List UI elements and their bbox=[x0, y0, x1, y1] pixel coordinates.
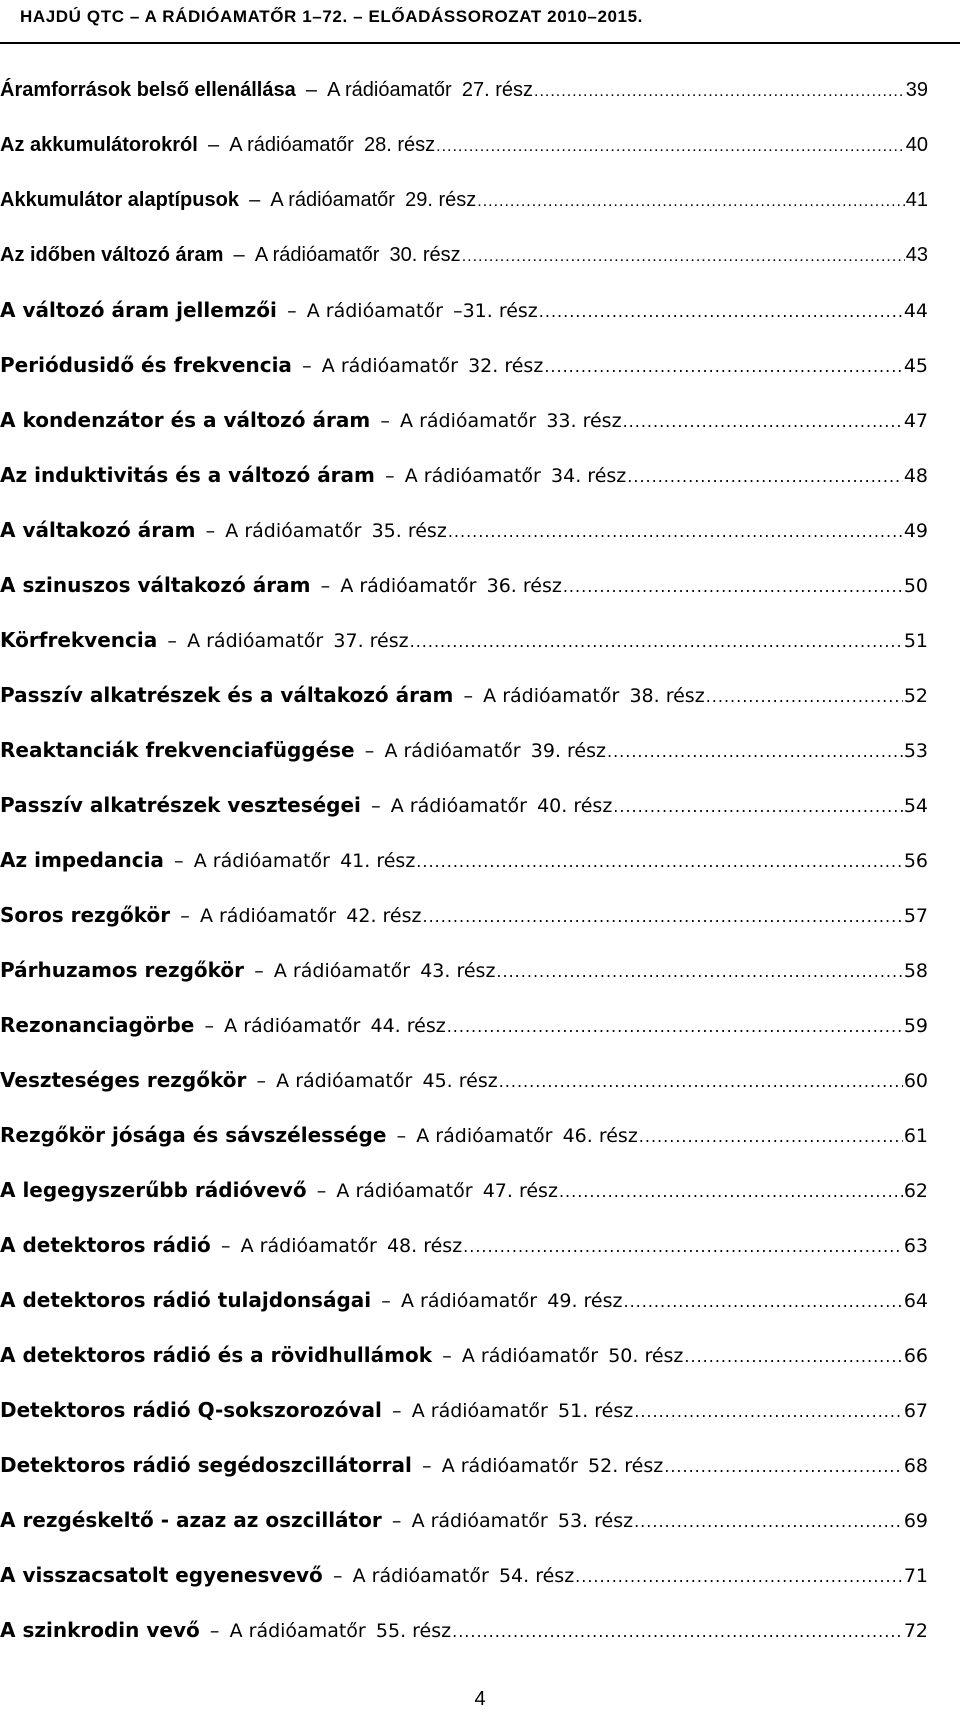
toc-entry-part: 44. rész bbox=[370, 1015, 446, 1037]
toc-entry-part: –31. rész bbox=[453, 300, 538, 322]
toc-entry-part: 32. rész bbox=[468, 355, 544, 377]
toc-entry[interactable] bbox=[0, 737, 928, 792]
toc-entry-dash: – bbox=[463, 685, 473, 707]
toc-dot-leader bbox=[410, 629, 903, 655]
toc-entry-page: 40 bbox=[905, 134, 928, 156]
page-number: 4 bbox=[474, 1688, 486, 1710]
toc-entry-part: 41. rész bbox=[340, 850, 416, 872]
toc-entry-dash: – bbox=[302, 355, 312, 377]
toc-entry-page: 39 bbox=[905, 79, 928, 101]
toc-entry-page: 54 bbox=[903, 795, 928, 817]
toc-entry-title: Veszteséges rezgőkör bbox=[0, 1068, 247, 1092]
toc-entry[interactable] bbox=[0, 957, 928, 1012]
toc-entry-part: 35. rész bbox=[371, 520, 447, 542]
toc-entry-dash: – bbox=[392, 1400, 402, 1422]
toc-entry-series: A rádióamatőr bbox=[229, 1620, 366, 1642]
toc-entry-part: 38. rész bbox=[629, 685, 705, 707]
toc-dot-leader bbox=[463, 1234, 903, 1260]
toc-entry-title: A szinkrodin vevő bbox=[0, 1618, 200, 1642]
toc-entry-dash: – bbox=[256, 1070, 266, 1092]
toc-dot-leader bbox=[634, 1399, 903, 1425]
toc-entry-part: 33. rész bbox=[546, 410, 622, 432]
toc-entry-series: A rádióamatőr bbox=[411, 1510, 548, 1532]
toc-entry[interactable] bbox=[0, 242, 928, 297]
toc-entry-title: A detektoros rádió és a rövidhullámok bbox=[0, 1343, 433, 1367]
toc-entry[interactable] bbox=[0, 132, 928, 187]
toc-entry-page: 66 bbox=[903, 1345, 928, 1367]
toc-entry-part: 43. rész bbox=[420, 960, 496, 982]
toc-entry-part: 53. rész bbox=[557, 1510, 634, 1532]
toc-entry-page: 53 bbox=[903, 740, 928, 762]
toc-entry-dash: – bbox=[391, 1510, 402, 1532]
toc-entry-series: A rádióamatőr bbox=[327, 79, 452, 101]
toc-entry-series: A rádióamatőr bbox=[340, 575, 477, 597]
toc-dot-leader bbox=[559, 1179, 903, 1205]
toc-entry-page: 58 bbox=[903, 960, 928, 982]
toc-entry-title: A kondenzátor és a változó áram bbox=[0, 408, 371, 432]
toc-entry-dash: – bbox=[204, 1015, 214, 1037]
toc-entry-series: A rádióamatőr bbox=[199, 905, 337, 927]
toc-entry-part: 27. rész bbox=[461, 79, 534, 101]
toc-entry-title: Az induktivitás és a változó áram bbox=[0, 463, 375, 487]
toc-entry[interactable] bbox=[0, 1452, 928, 1507]
toc-entry-part: 50. rész bbox=[608, 1345, 684, 1367]
toc-entry-part: 34. rész bbox=[551, 465, 627, 487]
toc-dot-leader bbox=[534, 79, 905, 105]
toc-entry[interactable] bbox=[0, 352, 928, 407]
toc-entry-part: 49. rész bbox=[547, 1290, 623, 1312]
toc-entry-dash: – bbox=[371, 795, 381, 817]
toc-entry-part: 37. rész bbox=[333, 630, 409, 652]
toc-entry-series: A rádióamatőr bbox=[336, 1180, 473, 1202]
toc-entry-page: 59 bbox=[903, 1015, 928, 1037]
toc-entry-dash: – bbox=[320, 575, 331, 597]
toc-entry-series: A rádióamatőr bbox=[321, 355, 458, 377]
toc-dot-leader bbox=[422, 904, 902, 930]
toc-entry-part: 54. rész bbox=[498, 1565, 575, 1587]
toc-entry-page: 47 bbox=[903, 410, 928, 432]
toc-dot-leader bbox=[575, 1564, 903, 1590]
toc-entry-series: A rádióamatőr bbox=[390, 795, 527, 817]
toc-entry-dash: – bbox=[209, 1620, 220, 1642]
toc-dot-leader bbox=[639, 1124, 903, 1150]
toc-entry-title: A rezgéskeltő - azaz az oszcillátor bbox=[0, 1508, 382, 1532]
toc-entry-title: Az akkumulátorokról bbox=[0, 134, 198, 156]
toc-entry-part: 40. rész bbox=[537, 795, 613, 817]
toc-entry-title: Az impedancia bbox=[0, 848, 164, 872]
toc-entry-dash: – bbox=[380, 410, 390, 432]
toc-entry[interactable] bbox=[0, 1122, 928, 1177]
toc-entry-title: Áramforrások belső ellenállása bbox=[0, 79, 296, 101]
toc-entry-dash: – bbox=[254, 960, 264, 982]
toc-entry-dash: – bbox=[316, 1180, 327, 1202]
toc-entry-series: A rádióamatőr bbox=[384, 740, 521, 762]
toc-entry-dash: – bbox=[287, 300, 297, 322]
toc-entry[interactable] bbox=[0, 77, 928, 132]
toc-entry-page: 49 bbox=[903, 520, 928, 542]
toc-entry-part: 42. rész bbox=[346, 905, 422, 927]
toc-entry[interactable] bbox=[0, 297, 928, 352]
toc-entry-title: A szinuszos váltakozó áram bbox=[0, 573, 311, 597]
toc-entry-dash: – bbox=[396, 1125, 407, 1147]
toc-entry-series: A rádióamatőr bbox=[187, 630, 324, 652]
toc-entry-series: A rádióamatőr bbox=[441, 1455, 578, 1477]
toc-entry-page: 50 bbox=[903, 575, 928, 597]
toc-entry-series: A rádióamatőr bbox=[240, 1235, 377, 1257]
toc-entry-dash: – bbox=[305, 79, 317, 101]
toc-entry-title: Akkumulátor alaptípusok bbox=[0, 189, 239, 211]
toc-dot-leader bbox=[624, 1289, 903, 1315]
toc-entry-series: A rádióamatőr bbox=[416, 1125, 553, 1147]
toc-entry-page: 48 bbox=[903, 465, 928, 487]
toc-entry-dash: – bbox=[233, 244, 245, 266]
toc-entry[interactable] bbox=[0, 1232, 928, 1287]
toc-entry-part: 28. rész bbox=[363, 134, 436, 156]
toc-entry-series: A rádióamatőr bbox=[225, 520, 362, 542]
header-rule bbox=[0, 42, 960, 44]
toc-entry-dash: – bbox=[249, 189, 261, 211]
toc-entry[interactable] bbox=[0, 1617, 928, 1672]
toc-entry[interactable] bbox=[0, 792, 928, 847]
toc-entry-page: 57 bbox=[903, 905, 928, 927]
toc-entry-series: A rádióamatőr bbox=[193, 850, 330, 872]
toc-entry-page: 56 bbox=[903, 850, 928, 872]
toc-entry[interactable] bbox=[0, 1067, 928, 1122]
toc-dot-leader bbox=[452, 1619, 903, 1645]
toc-entry-title: Reaktanciák frekvenciafüggése bbox=[0, 738, 355, 762]
toc-dot-leader bbox=[664, 1454, 903, 1480]
toc-dot-leader bbox=[563, 574, 903, 600]
toc-entry-page: 51 bbox=[903, 630, 928, 652]
toc-entry-page: 71 bbox=[903, 1565, 928, 1587]
toc-entry-series: A rádióamatőr bbox=[270, 189, 395, 211]
toc-dot-leader bbox=[706, 684, 903, 710]
toc-entry-series: A rádióamatőr bbox=[273, 960, 411, 982]
toc-entry-part: 30. rész bbox=[389, 244, 461, 266]
toc-entry-page: 68 bbox=[903, 1455, 928, 1477]
toc-entry[interactable] bbox=[0, 1342, 928, 1397]
toc-entry-page: 41 bbox=[905, 189, 928, 211]
toc-entry-series: A rádióamatőr bbox=[254, 244, 380, 266]
toc-entry-page: 64 bbox=[903, 1290, 928, 1312]
toc-entry[interactable] bbox=[0, 1562, 928, 1617]
toc-entry-dash: – bbox=[167, 630, 177, 652]
toc-entry-title: A változó áram jellemzői bbox=[0, 298, 277, 322]
toc-entry-series: A rádióamatőr bbox=[224, 1015, 361, 1037]
toc-dot-leader bbox=[613, 794, 903, 820]
toc-entry[interactable] bbox=[0, 1507, 928, 1562]
toc-dot-leader bbox=[684, 1344, 902, 1370]
toc-entry-part: 52. rész bbox=[588, 1455, 664, 1477]
toc-entry-title: A visszacsatolt egyenesvevő bbox=[0, 1563, 323, 1587]
toc-entry-series: A rádióamatőr bbox=[276, 1070, 413, 1092]
toc-dot-leader bbox=[634, 1509, 903, 1535]
toc-entry-title: A váltakozó áram bbox=[0, 518, 196, 542]
toc-entry-dash: – bbox=[180, 905, 190, 927]
toc-entry-title: Az időben változó áram bbox=[0, 244, 224, 266]
toc-dot-leader bbox=[477, 189, 905, 215]
toc-entry-title: A detektoros rádió bbox=[0, 1233, 211, 1257]
toc-dot-leader bbox=[539, 299, 903, 325]
toc-entry-part: 46. rész bbox=[562, 1125, 638, 1147]
toc-entry[interactable] bbox=[0, 572, 928, 627]
toc-entry-title: Rezonanciagörbe bbox=[0, 1013, 195, 1037]
toc-entry-page: 69 bbox=[903, 1510, 928, 1532]
toc-entry-title: A legegyszerűbb rádióvevő bbox=[0, 1178, 307, 1202]
toc-entry-series: A rádióamatőr bbox=[229, 134, 354, 156]
toc-entry-page: 62 bbox=[903, 1180, 928, 1202]
toc-entry-series: A rádióamatőr bbox=[352, 1565, 489, 1587]
toc-entry-dash: – bbox=[442, 1345, 452, 1367]
toc-entry-dash: – bbox=[385, 465, 395, 487]
toc-entry[interactable] bbox=[0, 1397, 928, 1452]
toc-entry-title: Periódusidő és frekvencia bbox=[0, 353, 292, 377]
toc-dot-leader bbox=[544, 354, 903, 380]
toc-entry-dash: – bbox=[332, 1565, 343, 1587]
toc-entry[interactable] bbox=[0, 1012, 928, 1067]
toc-entry-page: 72 bbox=[903, 1620, 928, 1642]
toc-entry-part: 55. rész bbox=[375, 1620, 452, 1642]
toc-entry-title: Detektoros rádió Q-sokszorozóval bbox=[0, 1398, 382, 1422]
toc-dot-leader bbox=[499, 1069, 903, 1095]
toc-entry-title: Körfrekvencia bbox=[0, 628, 158, 652]
toc-entry-series: A rádióamatőr bbox=[411, 1400, 548, 1422]
toc-entry-part: 45. rész bbox=[422, 1070, 498, 1092]
toc-entry-title: Detektoros rádió segédoszcillátorral bbox=[0, 1453, 412, 1477]
toc-entry-part: 51. rész bbox=[558, 1400, 634, 1422]
toc-entry[interactable] bbox=[0, 407, 928, 462]
toc-entry-dash: – bbox=[381, 1290, 391, 1312]
toc-entry-title: A detektoros rádió tulajdonságai bbox=[0, 1288, 372, 1312]
toc-entry-page: 60 bbox=[903, 1070, 928, 1092]
toc-entry-dash: – bbox=[220, 1235, 231, 1257]
toc-dot-leader bbox=[627, 464, 903, 490]
toc-entry-page: 61 bbox=[903, 1125, 928, 1147]
toc-entry-series: A rádióamatőr bbox=[461, 1345, 599, 1367]
toc-entry-part: 36. rész bbox=[486, 575, 562, 597]
toc-dot-leader bbox=[623, 409, 903, 435]
table-of-contents bbox=[0, 77, 928, 1672]
toc-entry[interactable] bbox=[0, 682, 928, 737]
toc-entry[interactable] bbox=[0, 627, 928, 682]
toc-entry-title: Rezgőkör jósága és sávszélessége bbox=[0, 1123, 387, 1147]
toc-dot-leader bbox=[436, 134, 905, 160]
toc-entry-page: 52 bbox=[903, 685, 928, 707]
toc-entry-part: 48. rész bbox=[386, 1235, 463, 1257]
toc-dot-leader bbox=[447, 1014, 903, 1040]
toc-entry-series: A rádióamatőr bbox=[400, 1290, 538, 1312]
toc-entry-dash: – bbox=[364, 740, 375, 762]
toc-entry[interactable] bbox=[0, 187, 928, 242]
toc-entry-series: A rádióamatőr bbox=[306, 300, 443, 322]
toc-dot-leader bbox=[416, 849, 903, 875]
toc-entry-part: 39. rész bbox=[530, 740, 606, 762]
toc-entry-part: 47. rész bbox=[482, 1180, 558, 1202]
toc-entry[interactable] bbox=[0, 847, 928, 902]
toc-entry[interactable] bbox=[0, 462, 928, 517]
toc-entry-page: 45 bbox=[903, 355, 928, 377]
toc-entry[interactable] bbox=[0, 1177, 928, 1232]
toc-dot-leader bbox=[607, 739, 903, 765]
running-header: HAJDÚ QTC – A RÁDIÓAMATŐR 1–72. – ELŐADÁSSOROZAT 2010–2015. bbox=[20, 7, 643, 26]
toc-entry-dash: – bbox=[205, 520, 216, 542]
toc-entry-page: 43 bbox=[905, 244, 928, 266]
toc-entry[interactable] bbox=[0, 517, 928, 572]
toc-entry-title: Passzív alkatrészek és a váltakozó áram bbox=[0, 683, 454, 707]
toc-entry-title: Párhuzamos rezgőkör bbox=[0, 958, 245, 982]
toc-entry-page: 67 bbox=[903, 1400, 928, 1422]
toc-entry-page: 63 bbox=[903, 1235, 928, 1257]
toc-entry-series: A rádióamatőr bbox=[400, 410, 537, 432]
toc-entry-title: Passzív alkatrészek veszteségei bbox=[0, 793, 361, 817]
toc-entry[interactable] bbox=[0, 1287, 928, 1342]
toc-entry-dash: – bbox=[208, 134, 220, 156]
toc-entry-series: A rádióamatőr bbox=[483, 685, 620, 707]
toc-entry-part: 29. rész bbox=[405, 189, 477, 211]
toc-entry-title: Soros rezgőkör bbox=[0, 903, 171, 927]
toc-entry-dash: – bbox=[174, 850, 184, 872]
toc-dot-leader bbox=[462, 244, 905, 270]
toc-entry-series: A rádióamatőr bbox=[404, 465, 541, 487]
toc-entry[interactable] bbox=[0, 902, 928, 957]
toc-entry-dash: – bbox=[422, 1455, 432, 1477]
toc-dot-leader bbox=[496, 959, 902, 985]
toc-entry-page: 44 bbox=[903, 300, 928, 322]
toc-dot-leader bbox=[448, 519, 903, 545]
